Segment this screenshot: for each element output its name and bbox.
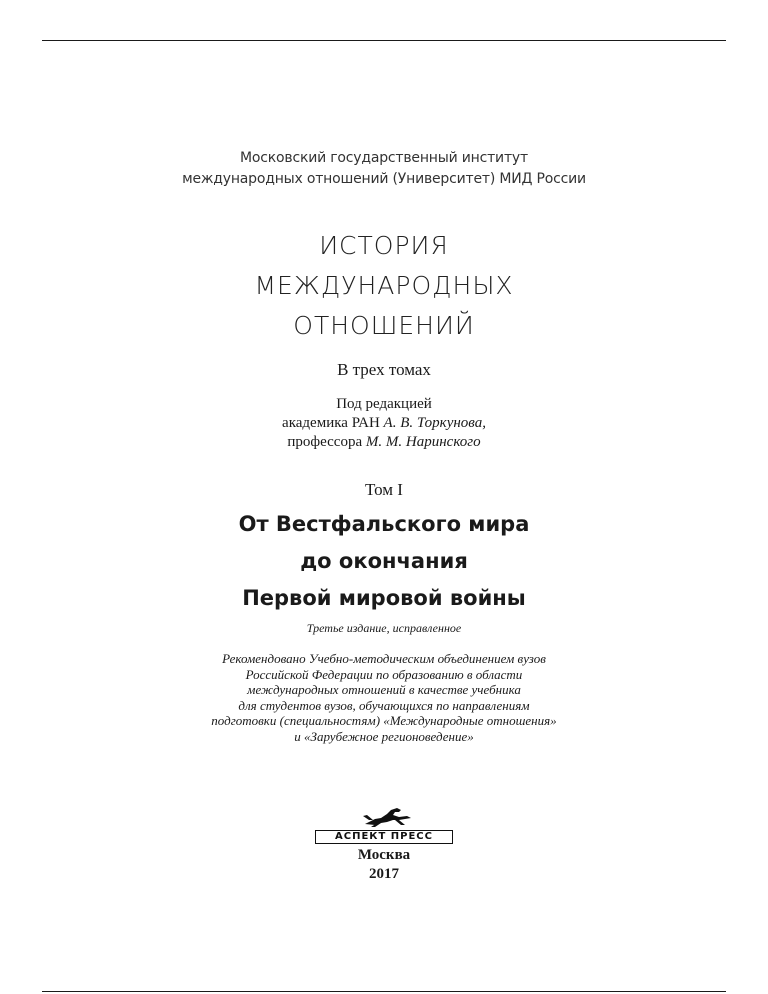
book-title-line-1: ИСТОРИЯ [319, 231, 449, 260]
volume-number: Том I [365, 480, 403, 499]
recommendation-line: подготовки (специальностям) «Международные отношения» [211, 713, 557, 729]
book-title-line-3: ОТНОШЕНИЙ [293, 311, 475, 340]
imprint [0, 846, 768, 884]
leaping-horse-icon [315, 806, 453, 828]
institution-line-2: международных отношений (Университет) МИД России [182, 171, 586, 187]
volume-subtitle-line-1: От Вестфальского мира [238, 512, 530, 536]
publisher-city: Москва [357, 847, 411, 863]
top-rule [42, 40, 726, 41]
recommendation-line: и «Зарубежное регионоведение» [294, 728, 474, 744]
recommendation-line: Российской Федерации по образованию в области [245, 666, 523, 682]
editors-line-2 [0, 414, 768, 433]
editors-line-3 [0, 433, 768, 452]
publication-year: 2017 [369, 866, 399, 882]
editor-name-2: М. М. Наринского [365, 434, 481, 450]
editors-line-1: Под редакцией [336, 396, 432, 412]
editor-name-1: А. В. Торкунова, [383, 415, 486, 431]
volume-subtitle [0, 506, 768, 617]
recommendation-line: Рекомендовано Учебно-методическим объединением вузов [222, 651, 546, 666]
volumes-note: В трех томах [337, 360, 431, 379]
editor-title-2: профессора [287, 434, 366, 450]
recommendation-line: для студентов вузов, обучающихся по направлениям [238, 697, 530, 713]
institution-line-1: Московский государственный институт [240, 150, 528, 166]
volume-subtitle-line-2: до окончания [300, 549, 468, 573]
book-title [0, 226, 768, 346]
publisher-logo-text: АСПЕКТ ПРЕСС [315, 830, 453, 844]
book-title-line-2: МЕЖДУНАРОДНЫХ [254, 271, 514, 300]
bottom-rule [42, 991, 726, 992]
editors [0, 395, 768, 452]
editor-title-1: академика РАН [282, 415, 384, 431]
institution [0, 148, 768, 190]
edition-note: Третье издание, исправленное [306, 621, 462, 635]
recommendation-line: международных отношений в качестве учебника [247, 682, 521, 698]
publisher-logo [315, 806, 453, 844]
recommendation [0, 651, 768, 745]
volume-subtitle-line-3: Первой мировой войны [242, 586, 526, 610]
